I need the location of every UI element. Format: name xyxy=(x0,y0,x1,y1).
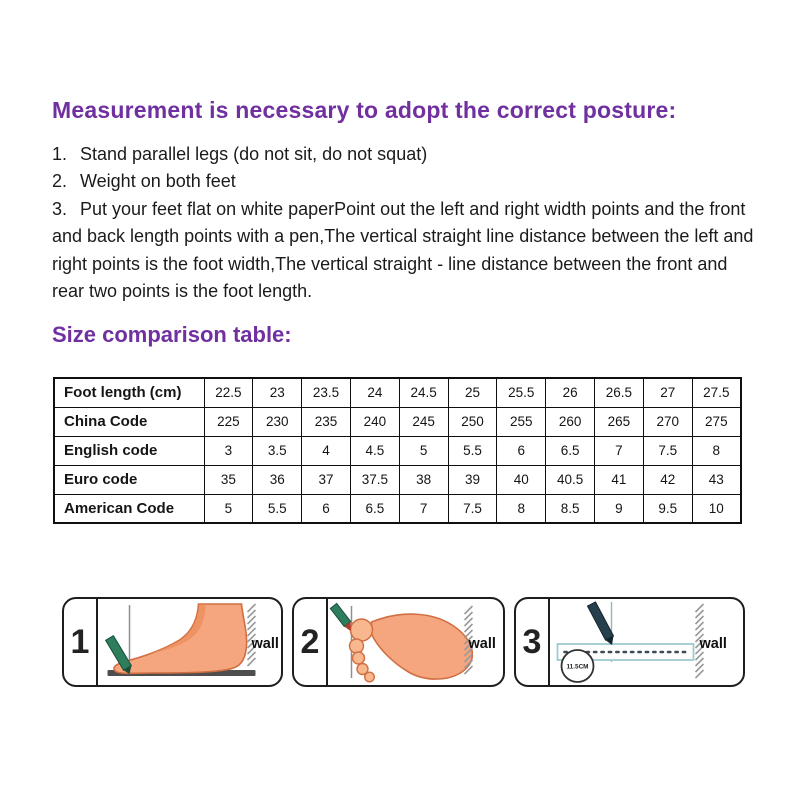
table-cell: 9.5 xyxy=(643,494,692,523)
table-cell: 265 xyxy=(595,407,644,436)
table-cell: 40.5 xyxy=(546,465,595,494)
table-cell: 240 xyxy=(350,407,399,436)
step-1-diagram xyxy=(62,597,283,687)
table-cell: 27 xyxy=(643,378,692,407)
table-row xyxy=(54,378,741,407)
table-cell: 23.5 xyxy=(302,378,351,407)
table-cell: 25.5 xyxy=(497,378,546,407)
instruction-item-2 xyxy=(52,168,764,195)
table-cell: 6 xyxy=(497,436,546,465)
table-cell: 41 xyxy=(595,465,644,494)
table-cell: 36 xyxy=(253,465,302,494)
table-cell: 6.5 xyxy=(350,494,399,523)
table-row xyxy=(54,407,741,436)
table-cell: 250 xyxy=(448,407,497,436)
table-cell: 23 xyxy=(253,378,302,407)
instruction-text: Stand parallel legs (do not sit, do not squat) xyxy=(80,144,428,164)
size-table-body xyxy=(54,378,741,523)
step-number: 3 xyxy=(516,599,550,685)
page-title: Measurement is necessary to adopt the correct posture: xyxy=(52,97,677,123)
table-cell: 5 xyxy=(204,494,253,523)
table-cell: 26.5 xyxy=(595,378,644,407)
step-3-graphic xyxy=(550,600,743,684)
table-cell: 7.5 xyxy=(643,436,692,465)
table-cell: 24.5 xyxy=(399,378,448,407)
table-cell: 225 xyxy=(204,407,253,436)
instruction-number: 3. xyxy=(52,198,68,219)
table-cell: 10 xyxy=(692,494,741,523)
toe xyxy=(353,652,365,664)
foot-side-shape xyxy=(114,604,247,673)
instruction-item-3 xyxy=(52,196,764,306)
size-table-title: Size comparison table: xyxy=(52,322,292,347)
instruction-list xyxy=(52,141,764,305)
size-comparison-table xyxy=(53,377,742,524)
row-label: China Code xyxy=(54,407,204,436)
table-cell: 5 xyxy=(399,436,448,465)
table-cell: 25 xyxy=(448,378,497,407)
row-label: English code xyxy=(54,436,204,465)
row-label: Euro code xyxy=(54,465,204,494)
foot-side-icon xyxy=(98,599,281,685)
table-cell: 255 xyxy=(497,407,546,436)
wall-label: wall xyxy=(468,636,496,652)
table-cell: 8.5 xyxy=(546,494,595,523)
table-cell: 245 xyxy=(399,407,448,436)
toe xyxy=(365,672,375,682)
table-cell: 6.5 xyxy=(546,436,595,465)
pen-icon xyxy=(330,604,350,627)
instruction-text: Weight on both feet xyxy=(80,171,236,192)
table-cell: 9 xyxy=(595,494,644,523)
toe xyxy=(350,639,364,653)
row-label: American Code xyxy=(54,494,204,523)
table-cell: 24 xyxy=(350,378,399,407)
table-cell: 3 xyxy=(204,436,253,465)
table-cell: 235 xyxy=(302,407,351,436)
table-cell: 260 xyxy=(546,407,595,436)
table-cell: 38 xyxy=(399,465,448,494)
big-toe xyxy=(351,619,373,641)
table-cell: 40 xyxy=(497,465,546,494)
ruler-length-label: 11.5CM xyxy=(566,663,589,671)
instruction-number: 2. xyxy=(52,171,68,192)
wall-hatch-icon xyxy=(248,604,256,666)
table-cell: 22.5 xyxy=(204,378,253,407)
step-2-graphic xyxy=(328,600,503,684)
wall-label: wall xyxy=(251,636,279,652)
step-2-diagram xyxy=(292,597,505,687)
sole-shape xyxy=(372,614,473,679)
table-cell: 37.5 xyxy=(350,465,399,494)
step-number: 1 xyxy=(64,599,98,685)
table-cell: 37 xyxy=(302,465,351,494)
table-row xyxy=(54,494,741,523)
table-cell: 39 xyxy=(448,465,497,494)
wall-label: wall xyxy=(699,636,727,652)
table-cell: 4.5 xyxy=(350,436,399,465)
table-row xyxy=(54,465,741,494)
table-cell: 7 xyxy=(595,436,644,465)
table-cell: 8 xyxy=(497,494,546,523)
table-cell: 42 xyxy=(643,465,692,494)
step-number: 2 xyxy=(294,599,328,685)
step-3-diagram xyxy=(514,597,745,687)
instruction-item-1 xyxy=(52,141,764,168)
table-cell: 4 xyxy=(302,436,351,465)
step-1-graphic xyxy=(98,600,281,684)
table-cell: 27.5 xyxy=(692,378,741,407)
instruction-number: 1. xyxy=(52,144,68,164)
table-cell: 43 xyxy=(692,465,741,494)
table-cell: 8 xyxy=(692,436,741,465)
table-cell: 7 xyxy=(399,494,448,523)
table-cell: 3.5 xyxy=(253,436,302,465)
row-label: Foot length (cm) xyxy=(54,378,204,407)
table-cell: 270 xyxy=(643,407,692,436)
table-cell: 5.5 xyxy=(448,436,497,465)
table-cell: 230 xyxy=(253,407,302,436)
ruler-icon xyxy=(550,599,743,685)
pen-icon xyxy=(588,602,614,640)
table-cell: 5.5 xyxy=(253,494,302,523)
table-cell: 6 xyxy=(302,494,351,523)
table-row xyxy=(54,436,741,465)
table-cell: 275 xyxy=(692,407,741,436)
foot-sole-icon xyxy=(328,599,503,685)
measurement-steps xyxy=(0,597,800,687)
table-cell: 26 xyxy=(546,378,595,407)
instruction-text: Put your feet flat on white paperPoint out the left and right width points and the front and back length points with a pen,The vertical straight line distance between the left and right points is the foot width,The vertical straight - line distance between the front and rear two points is the foot length. xyxy=(52,198,754,302)
table-cell: 7.5 xyxy=(448,494,497,523)
table-cell: 35 xyxy=(204,465,253,494)
